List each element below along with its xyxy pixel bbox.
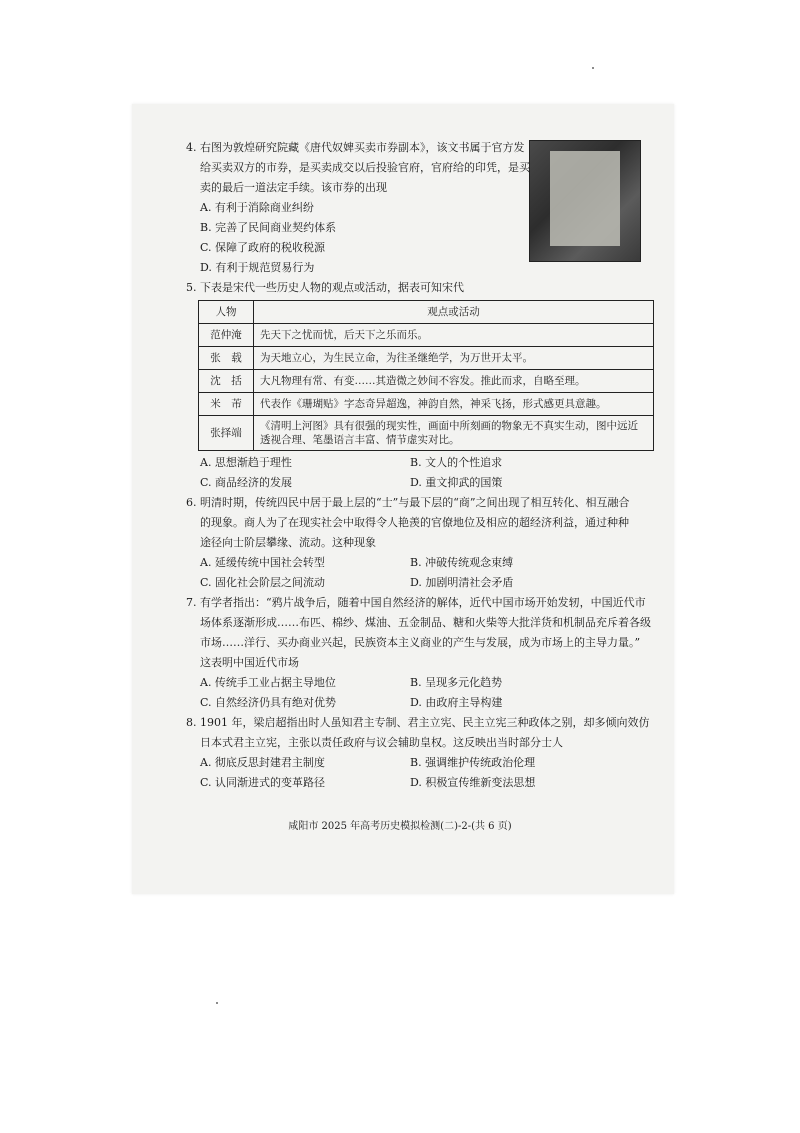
q4-option-c: C. 保障了政府的税收税源 xyxy=(200,241,326,254)
q4-line-1: 4. 右图为敦煌研究院藏《唐代奴婢买卖市券副本》，该文书属于官方发 xyxy=(186,141,525,154)
q6-option-d: D. 加剧明清社会矛盾 xyxy=(410,576,514,589)
question-5 xyxy=(186,278,652,493)
q7-option-a: A. 传统手工业占据主导地位 xyxy=(200,676,336,689)
question-7 xyxy=(186,593,652,713)
q8-option-a: A. 彻底反思封建君主制度 xyxy=(200,756,325,769)
q4-line-2: 给买卖双方的市券，是买卖成交以后投验官府，官府给的印凭，是买 xyxy=(200,161,530,174)
table-cell-name: 范仲淹 xyxy=(199,324,254,347)
scan-speck xyxy=(216,1002,218,1004)
table-cell-text: 《清明上河图》具有很强的现实性，画面中所刻画的物象无不真实生动，图中远近透视合理、笔墨语言丰富、情节虚实对比。 xyxy=(254,416,654,451)
q6-options-row-2 xyxy=(186,573,652,593)
q7-line-1: 7. 有学者指出：“鸦片战争后，随着中国自然经济的解体，近代中国市场开始发轫，中国近代市 xyxy=(186,596,646,609)
q8-option-c: C. 认同渐进式的变革路径 xyxy=(200,776,326,789)
table-cell-name: 沈 括 xyxy=(199,370,254,393)
q6-options-row-1 xyxy=(186,553,652,573)
q8-option-d: D. 积极宣传维新变法思想 xyxy=(410,776,536,789)
q7-options-row-1 xyxy=(186,673,652,693)
q5-stem: 5. 下表是宋代一些历史人物的观点或活动，据表可知宋代 xyxy=(186,281,464,294)
q4-line-3: 卖的最后一道法定手续。该市券的出现 xyxy=(200,181,387,194)
table-cell-text: 先天下之忧而忧，后天下之乐而乐。 xyxy=(254,324,654,347)
question-4 xyxy=(186,138,652,278)
table-header-person: 人物 xyxy=(199,301,254,324)
q5-table xyxy=(198,300,654,451)
q5-option-d: D. 重文抑武的国策 xyxy=(410,476,503,489)
q5-option-a: A. 思想渐趋于理性 xyxy=(200,456,292,469)
table-row xyxy=(199,416,654,451)
q5-table-header xyxy=(199,301,654,324)
q7-line-2: 场体系逐渐形成……布匹、棉纱、煤油、五金制品、糖和火柴等大批洋货和机制品充斥着各级 xyxy=(200,616,651,629)
q8-option-b: B. 强调维护传统政治伦理 xyxy=(410,756,536,769)
q6-option-b: B. 冲破传统观念束缚 xyxy=(410,556,514,569)
q8-options-row-1 xyxy=(186,753,652,773)
table-row xyxy=(199,324,654,347)
q7-option-b: B. 呈现多元化趋势 xyxy=(410,676,503,689)
q5-option-b: B. 文人的个性追求 xyxy=(410,456,503,469)
q4-option-b: B. 完善了民间商业契约体系 xyxy=(200,221,337,234)
q7-option-c: C. 自然经济仍具有绝对优势 xyxy=(200,696,337,709)
q4-option-a: A. 有利于消除商业纠纷 xyxy=(200,201,314,214)
q6-line-2: 的现象。商人为了在现实社会中取得令人艳羡的官僚地位及相应的超经济利益，通过种种 xyxy=(200,516,629,529)
q5-options-row-2 xyxy=(186,473,652,493)
q6-option-a: A. 延缓传统中国社会转型 xyxy=(200,556,325,569)
table-cell-name: 张择端 xyxy=(199,416,254,451)
q6-option-c: C. 固化社会阶层之间流动 xyxy=(200,576,326,589)
q7-options-row-2 xyxy=(186,693,652,713)
q5-options-row-1 xyxy=(186,453,652,473)
q8-options-row-2 xyxy=(186,773,652,793)
q5-option-c: C. 商品经济的发展 xyxy=(200,476,293,489)
table-cell-text: 大凡物理有常、有变……其造微之妙间不容发。推此而求，自略至理。 xyxy=(254,370,654,393)
q7-line-4: 这表明中国近代市场 xyxy=(200,656,299,669)
table-cell-text: 为天地立心，为生民立命，为往圣继绝学，为万世开太平。 xyxy=(254,347,654,370)
table-cell-name: 张 载 xyxy=(199,347,254,370)
q4-option-d: D. 有利于规范贸易行为 xyxy=(200,261,315,274)
scan-speck xyxy=(592,67,594,69)
table-row xyxy=(199,347,654,370)
q6-line-3: 途径向士阶层攀缘、流动。这种现象 xyxy=(200,536,376,549)
question-6 xyxy=(186,493,652,593)
q6-line-1: 6. 明清时期，传统四民中居于最上层的“士”与最下层的“商”之间出现了相互转化、相互融合 xyxy=(186,496,630,509)
table-cell-name: 米 芾 xyxy=(199,393,254,416)
table-header-view: 观点或活动 xyxy=(254,301,654,324)
q7-line-3: 市场……洋行、买办商业兴起，民族资本主义商业的产生与发展，成为市场上的主导力量。” xyxy=(200,636,641,649)
table-row xyxy=(199,393,654,416)
exam-content xyxy=(186,138,652,793)
table-cell-text: 代表作《珊瑚贴》字态奇异超逸，神韵自然，神采飞扬，形式感更具意趣。 xyxy=(254,393,654,416)
table-row xyxy=(199,370,654,393)
question-8 xyxy=(186,713,652,793)
page-footer: 咸阳市 2025 年高考历史模拟检测(二)-2-(共 6 页) xyxy=(288,821,512,832)
q7-option-d: D. 由政府主导构建 xyxy=(410,696,503,709)
q8-line-1: 8. 1901 年，梁启超指出时人虽知君主专制、君主立宪、民主立宪三种政体之别，却多倾向效仿 xyxy=(186,716,650,729)
q8-line-2: 日本式君主立宪，主张以责任政府与议会辅助皇权。这反映出当时部分士人 xyxy=(200,736,563,749)
